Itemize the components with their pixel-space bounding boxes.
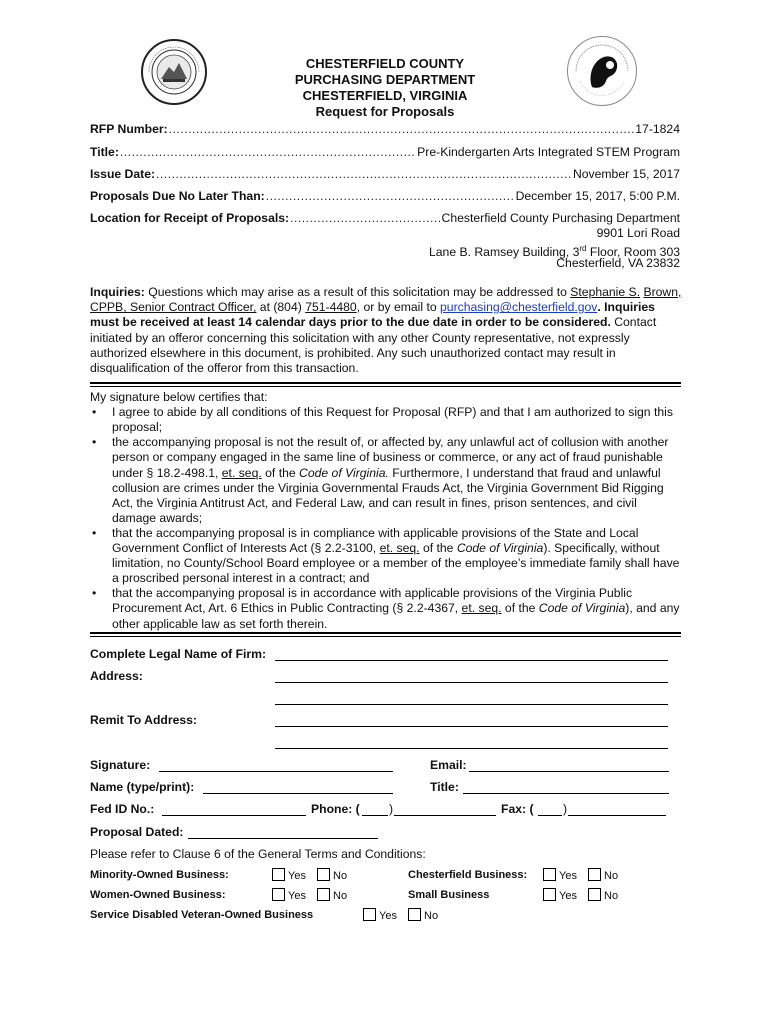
minority-owned-label: Minority-Owned Business:: [90, 869, 229, 881]
certification-text: ). Specifically, without limitation, no County/School Board employee or a member of the employee’s immediate family shall have a proscribed personal interest in a contract; and: [112, 541, 680, 586]
clause-reference: Please refer to Clause 6 of the General Terms and Conditions:: [90, 847, 426, 861]
certification-text: that the accompanying proposal is in compliance with applicable provisions of the State and Local Government Conflict of Interests Act (§ 2.2-3100,: [112, 525, 639, 556]
women-owned-options: [272, 888, 347, 902]
leader-dots: [266, 189, 515, 204]
fax-number-field[interactable]: [568, 815, 666, 816]
contact-name: Stephanie S.: [570, 285, 641, 299]
code-reference: Code of Virginia: [456, 541, 544, 556]
certification-text: of the: [261, 465, 300, 480]
header-city: CHESTERFIELD, VIRGINIA: [302, 88, 468, 103]
yes-label: Yes: [559, 870, 577, 882]
yes-label: Yes: [559, 890, 577, 902]
header-doc-type: Request for Proposals: [315, 104, 455, 119]
email-field[interactable]: [469, 771, 669, 772]
inquiries-text: , or by email to: [356, 300, 441, 315]
certification-item: [90, 405, 682, 435]
no-label: No: [604, 890, 619, 902]
certification-text: ), and any other applicable law as set forth therein.: [112, 601, 680, 631]
rfp-number-row: [90, 122, 680, 137]
address-field-line-2[interactable]: [275, 704, 668, 705]
signature-label: Signature:: [90, 758, 151, 772]
rfp-number-value: 17-1824: [635, 122, 680, 136]
veteran-yes-checkbox[interactable]: [363, 908, 376, 921]
address-label: Address:: [90, 669, 143, 683]
issue-date-value: November 15, 2017: [572, 167, 680, 181]
certification-text: that the accompanying proposal is in accordance with applicable provisions of the Virginia Public Procurement Act, Art. 6 Ethics in Public Contracting (§ 2.2-4367,: [112, 586, 633, 616]
contact-phone: 751-4480: [305, 300, 357, 315]
location-row: [90, 211, 680, 226]
location-value: Chesterfield County Purchasing Department: [441, 211, 680, 225]
fax-label: Fax: (: [501, 802, 534, 816]
code-reference: Code of Virginia.: [299, 465, 389, 480]
inquiries-text: Questions which may arise as a result of this solicitation may be addressed to: [144, 285, 571, 299]
issue-date-row: [90, 167, 680, 182]
leader-dots: [120, 145, 416, 160]
yes-label: Yes: [288, 870, 306, 882]
fax-paren: ): [563, 802, 568, 816]
no-label: No: [424, 910, 439, 922]
small-yes-checkbox[interactable]: [543, 888, 556, 901]
phone-paren: ): [389, 802, 394, 816]
rfp-number-label: RFP Number:: [90, 122, 168, 136]
due-date-value: December 15, 2017, 5:00 P.M.: [515, 189, 680, 203]
chesterfield-business-options: [543, 868, 618, 882]
women-yes-checkbox[interactable]: [272, 888, 285, 901]
contact-title: Brown, CPPB, Senior Contract Officer,: [90, 285, 682, 315]
minority-no-checkbox[interactable]: [317, 868, 330, 881]
section-divider: [90, 632, 681, 634]
veteran-owned-options: [363, 908, 438, 922]
due-date-row: [90, 189, 680, 204]
small-no-checkbox[interactable]: [588, 888, 601, 901]
signature-field[interactable]: [159, 771, 393, 772]
leader-dots: [156, 167, 572, 182]
inquiries-deadline-notice: Inquiries must be received at least 14 calendar days prior to the due date in order to be considered.: [90, 300, 655, 330]
inquiries-period: .: [597, 300, 601, 315]
minority-yes-checkbox[interactable]: [272, 868, 285, 881]
title-row: [90, 145, 680, 160]
certification-text: Furthermore, I understand that fraud and unlawful collusion are crimes under the Virginia Governmental Frauds Act, the Virginia Government Bid Rigging Act, the Virginia Antitrust Act, and Federal Law, and can result in fines, prison sentences, and civil damage awards;: [112, 465, 664, 525]
inquiries-contact-warning: Contact initiated by an offeror concerning this solicitation with any other County representative, not expressly authorized elsewhere in this document, is prohibited. Any such unauthorized contact may result in disqualification of the offeror from this transaction.: [90, 315, 657, 376]
title-value: Pre-Kindergarten Arts Integrated STEM Program: [417, 145, 680, 159]
fed-id-label: Fed ID No.:: [90, 802, 155, 816]
address-field-line-1[interactable]: [275, 682, 668, 683]
code-reference: Code of Virginia: [538, 601, 626, 616]
et-seq: et. seq.: [379, 541, 420, 556]
certification-item: [90, 586, 682, 631]
issue-date-label: Issue Date:: [90, 167, 156, 181]
women-no-checkbox[interactable]: [317, 888, 330, 901]
title-field[interactable]: [463, 793, 669, 794]
header-department: PURCHASING DEPARTMENT: [294, 72, 476, 87]
fed-id-field[interactable]: [162, 815, 306, 816]
chesterfield-business-label: Chesterfield Business:: [408, 869, 528, 881]
address-line-1: 9901 Lori Road: [596, 226, 680, 240]
leader-dots: [290, 211, 440, 226]
title-label: Title:: [90, 145, 119, 159]
address-ordinal: rd: [579, 244, 587, 253]
header-county: CHESTERFIELD COUNTY: [305, 56, 465, 71]
address-line-2-floor: Floor, Room 303: [586, 245, 680, 260]
remit-address-field-line-2[interactable]: [275, 748, 668, 749]
chesterfield-yes-checkbox[interactable]: [543, 868, 556, 881]
due-date-label: Proposals Due No Later Than:: [90, 189, 265, 203]
inquiries-paragraph: [90, 285, 682, 376]
certification-item: [90, 435, 682, 526]
certification-text: the accompanying proposal is not the result of, or affected by, any unlawful act of collusion with another person or company engaged in the same line of business or commerce, or any act of fraud punishable under § 18.2-498.1,: [112, 435, 669, 480]
veteran-no-checkbox[interactable]: [408, 908, 421, 921]
inquiries-text: at (804): [256, 300, 306, 315]
minority-owned-options: [272, 868, 347, 882]
address-line-3: Chesterfield, VA 23832: [556, 256, 680, 270]
location-label: Location for Receipt of Proposals:: [90, 211, 290, 225]
yes-label: Yes: [379, 910, 397, 922]
certification-intro: My signature below certifies that:: [90, 390, 268, 404]
inquiries-label: Inquiries:: [90, 285, 145, 299]
certification-text: of the: [419, 541, 457, 556]
section-divider: [90, 636, 681, 637]
address-line-2-text: Lane B. Ramsey Building, 3: [428, 245, 580, 260]
email-label: Email:: [430, 758, 467, 772]
women-owned-label: Women-Owned Business:: [90, 889, 226, 901]
name-label: Name (type/print):: [90, 780, 195, 794]
fax-area-code-field[interactable]: [538, 815, 562, 816]
title-field-label: Title:: [430, 780, 459, 794]
no-label: No: [333, 870, 348, 882]
phone-number-field[interactable]: [394, 815, 496, 816]
remit-address-label: Remit To Address:: [90, 713, 197, 727]
yes-label: Yes: [288, 890, 306, 902]
proposal-dated-label: Proposal Dated:: [90, 825, 184, 839]
name-field[interactable]: [203, 793, 393, 794]
section-divider: [90, 382, 681, 384]
no-label: No: [333, 890, 348, 902]
firm-name-label: Complete Legal Name of Firm:: [90, 647, 267, 661]
no-label: No: [604, 870, 619, 882]
veteran-owned-label: Service Disabled Veteran-Owned Business: [90, 909, 314, 921]
small-business-label: Small Business: [408, 889, 490, 901]
firm-name-field[interactable]: [275, 660, 668, 661]
certification-text: of the: [501, 601, 539, 616]
small-business-options: [543, 888, 618, 902]
remit-address-field-line-1[interactable]: [275, 726, 668, 727]
certification-item: [90, 526, 682, 586]
leader-dots: [169, 122, 635, 137]
phone-area-code-field[interactable]: [362, 815, 388, 816]
contact-email-link[interactable]: purchasing@chesterfield.gov: [440, 300, 598, 315]
et-seq: et. seq.: [461, 601, 502, 616]
et-seq: et. seq.: [221, 465, 262, 480]
certification-section: [90, 390, 682, 632]
chesterfield-no-checkbox[interactable]: [588, 868, 601, 881]
certification-text: I agree to abide by all conditions of this Request for Proposal (RFP) and that I am authorized to sign this proposal;: [112, 405, 673, 435]
proposal-dated-field[interactable]: [188, 838, 378, 839]
phone-label: Phone: (: [311, 802, 360, 816]
section-divider: [90, 386, 681, 387]
